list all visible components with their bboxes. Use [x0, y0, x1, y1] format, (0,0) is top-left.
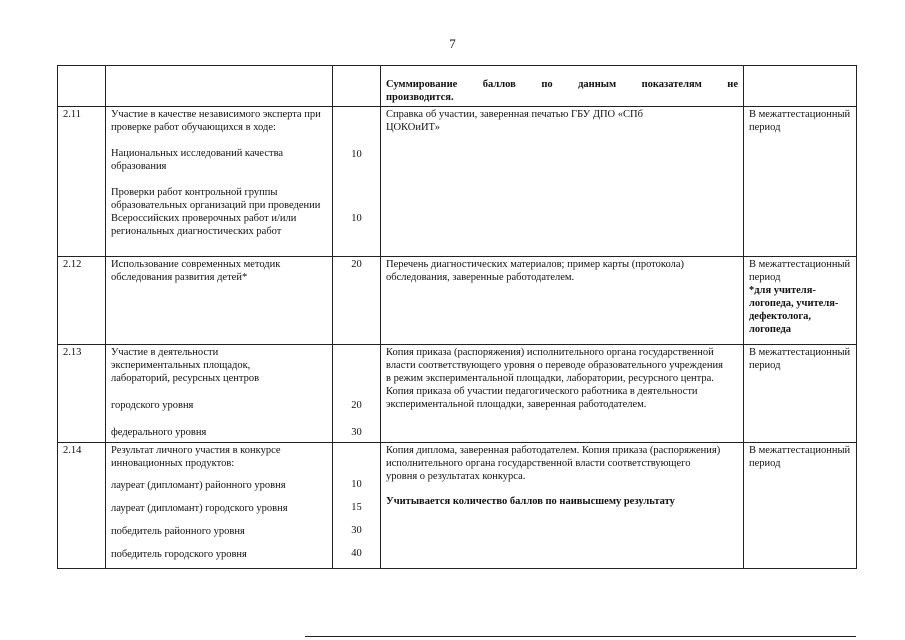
indicator-item: лауреат (дипломант) городского уровня	[111, 503, 288, 514]
period-cell: В межаттестационный период	[744, 345, 857, 443]
indicator-title: Результат личного участия в конкурсе инновационных продуктов:	[111, 445, 281, 469]
points-value: 30	[351, 525, 362, 536]
indicator-cell	[106, 66, 333, 107]
period-cell: В межаттестационный период	[744, 107, 857, 257]
table-row	[58, 257, 857, 345]
confirmation-text: Копия диплома, заверенная работодателем. Копия приказа (распоряжения) исполнительного органа государственной власти соответствующего уровня о результатах конкурса.	[386, 445, 721, 482]
points-cell	[333, 345, 381, 443]
summation-note-line1: Суммирование баллов по данным показателям не	[386, 79, 738, 90]
period-cell: В межаттестационный период	[744, 443, 857, 569]
bottom-rule	[305, 636, 856, 637]
confirmation-cell	[381, 66, 744, 107]
points-cell	[333, 107, 381, 257]
indicator-title: Участие в деятельности экспериментальных площадок, лабораторий, ресурсных центров	[111, 347, 260, 384]
confirmation-cell: Справка об участии, заверенная печатью ГБУ ДПО «СПб ЦОКОиИТ»	[381, 107, 744, 257]
confirmation-cell: Копия приказа (распоряжения) исполнительного органа государственной власти соответствующего уровня о переводе образовательного учреждения в режим экспериментальной площадки, лаборатории, ресурсного центра. Копия приказа об участии педагогического работника в деятельности экспериментальной площадки, заверенная работодателем.	[381, 345, 744, 443]
points-cell: 20	[333, 257, 381, 345]
row-number-cell: 2.13	[58, 345, 106, 443]
indicator-cell	[106, 443, 333, 569]
indicator-item: Национальных исследований качества образования	[111, 148, 284, 172]
indicator-item: победитель районного уровня	[111, 526, 245, 537]
table-row	[58, 107, 857, 257]
row-number-cell: 2.11	[58, 107, 106, 257]
summation-note-line2: производится.	[386, 92, 454, 103]
confirmation-cell	[381, 443, 744, 569]
indicator-title: Участие в качестве независимого эксперта при проверке работ обучающихся в ходе:	[111, 109, 321, 133]
row-number-cell	[58, 66, 106, 107]
indicator-item: Проверки работ контрольной группы образовательных организаций при проведении Всероссийских проверочных работ и/или региональных диагностических работ	[111, 187, 321, 237]
indicator-item: городского уровня	[111, 400, 194, 411]
period-text: В межаттестационный период	[749, 259, 851, 283]
indicator-cell	[106, 107, 333, 257]
indicator-item: победитель городского уровня	[111, 549, 247, 560]
confirmation-note: Учитывается количество баллов по наивысшему результату	[386, 496, 675, 507]
points-cell	[333, 443, 381, 569]
row-number-cell: 2.12	[58, 257, 106, 345]
criteria-table	[57, 65, 857, 569]
table-row	[58, 443, 857, 569]
period-cell	[744, 66, 857, 107]
period-cell	[744, 257, 857, 345]
period-note: *для учителя-логопеда, учителя-дефектолога, логопеда	[749, 285, 839, 335]
points-value: 10	[351, 479, 362, 490]
indicator-cell	[106, 345, 333, 443]
confirmation-cell: Перечень диагностических материалов; пример карты (протокола) обследования, заверенные работодателем.	[381, 257, 744, 345]
points-value: 10	[351, 149, 362, 160]
points-value: 20	[351, 400, 362, 411]
table-row	[58, 66, 857, 107]
indicator-cell: Использование современных методик обследования развития детей*	[106, 257, 333, 345]
points-value: 40	[351, 548, 362, 559]
page-number: 7	[449, 36, 456, 51]
points-value: 30	[351, 427, 362, 438]
table-row	[58, 345, 857, 443]
indicator-item: лауреат (дипломант) районного уровня	[111, 480, 286, 491]
points-cell	[333, 66, 381, 107]
indicator-item: федерального уровня	[111, 427, 207, 438]
points-value: 10	[351, 213, 362, 224]
row-number-cell: 2.14	[58, 443, 106, 569]
points-value: 15	[351, 502, 362, 513]
